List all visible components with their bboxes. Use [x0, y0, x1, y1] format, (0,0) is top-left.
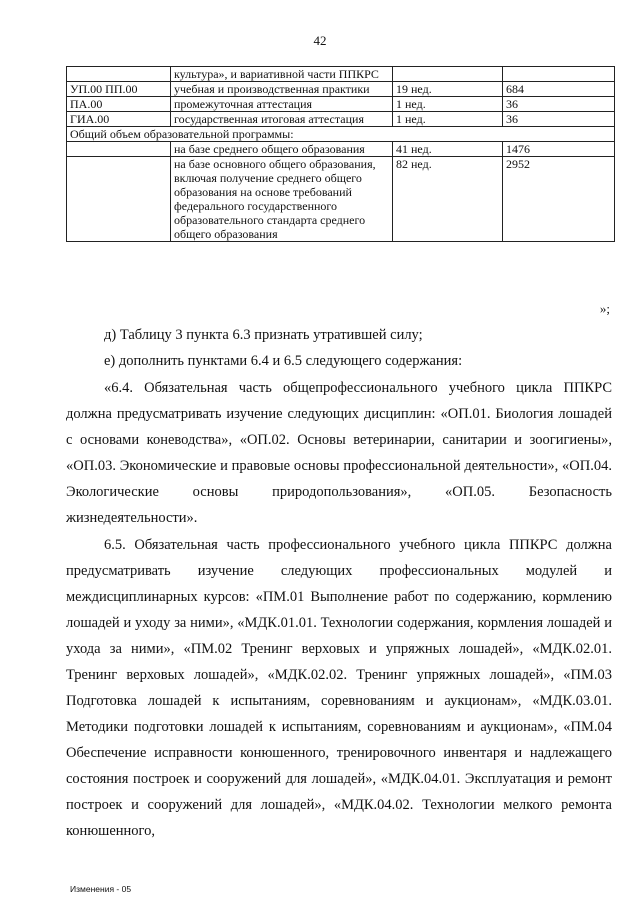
paragraph-6-4: «6.4. Обязательная часть общепрофессионального учебного цикла ППКРС должна предусматривать изучение следующих дисциплин: «ОП.01. Биология лошадей с основами коневодства», «ОП.02. Основы ветеринарии, санитарии и зоогигиены», «ОП.03. Экономические и правовые основы профессиональной деятельности», «ОП.04. Экологические основы природопользования», «ОП.05. Безопасность жизнедеятельности». [66, 380, 612, 526]
table-row [67, 67, 615, 82]
table-section-heading: Общий объем образовательной программы: [67, 127, 615, 142]
table-cell-hours: 1476 [503, 142, 615, 157]
table-cell-name: на базе среднего общего образования [171, 142, 393, 157]
table-cell-name: промежуточная аттестация [171, 97, 393, 112]
table-cell-weeks: 1 нед. [393, 97, 503, 112]
table-cell-hours: 2952 [503, 157, 615, 242]
table-cell-name: на базе основного общего образования, включая получение среднего общего образования на основе требований федерального государственного образовательного стандарта среднего общего образования [171, 157, 393, 242]
table-cell-code: ГИА.00 [67, 112, 171, 127]
table-cell-code [67, 157, 171, 242]
table-cell-code [67, 67, 171, 82]
table-cell-weeks [393, 67, 503, 82]
table-cell-weeks: 19 нед. [393, 82, 503, 97]
paragraph-d: д) Таблицу 3 пункта 6.3 признать утратившей силу; [104, 327, 423, 343]
paragraph-6-5: 6.5. Обязательная часть профессионального учебного цикла ППКРС должна предусматривать изучение следующих профессиональных модулей и междисциплинарных курсов: «ПМ.01 Выполнение работ по содержанию, кормлению лошадей и уходу за ними», «МДК.01.01. Технологии содержания, кормления лошадей и ухода за ними», «ПМ.02 Тренинг верховых и упряжных лошадей», «МДК.02.01. Тренинг верховых лошадей», «МДК.02.02. Тренинг упряжных лошадей», «ПМ.03 Подготовка лошадей к испытаниям, соревнованиям и аукционам», «МДК.03.01. Методики подготовки лошадей к испытаниям, соревнованиям и аукционам», «ПМ.04 Обеспечение исправности конюшенного, тренировочного инвентаря и надлежащего состояния построек и сооружений для лошадей», «МДК.04.01. Эксплуатация и ремонт построек и сооружений для лошадей», «МДК.04.02. Технологии мелкого ремонта конюшенного, [66, 537, 612, 839]
table-cell-code [67, 142, 171, 157]
table-cell-hours: 684 [503, 82, 615, 97]
page-number: 42 [313, 33, 327, 48]
table-row [67, 142, 615, 157]
table-cell-weeks: 41 нед. [393, 142, 503, 157]
table-cell-name: государственная итоговая аттестация [171, 112, 393, 127]
paragraph-e: е) дополнить пунктами 6.4 и 6.5 следующего содержания: [104, 353, 463, 369]
table-cell-weeks: 1 нед. [393, 112, 503, 127]
quote-end-mark: »; [599, 301, 610, 316]
table-row [67, 112, 615, 127]
table-cell-code: УП.00 ПП.00 [67, 82, 171, 97]
footer-note: Изменения - 05 [70, 884, 132, 894]
table-row [67, 82, 615, 97]
table-row [67, 157, 615, 242]
table-row [67, 127, 615, 142]
table-cell-name: учебная и производственная практики [171, 82, 393, 97]
table-cell-weeks: 82 нед. [393, 157, 503, 242]
table-cell-hours [503, 67, 615, 82]
table-cell-hours: 36 [503, 112, 615, 127]
table-cell-hours: 36 [503, 97, 615, 112]
table-row [67, 97, 615, 112]
table-cell-name: культура», и вариативной части ППКРС [171, 67, 393, 82]
table-cell-code: ПА.00 [67, 97, 171, 112]
program-volume-table [66, 66, 615, 242]
